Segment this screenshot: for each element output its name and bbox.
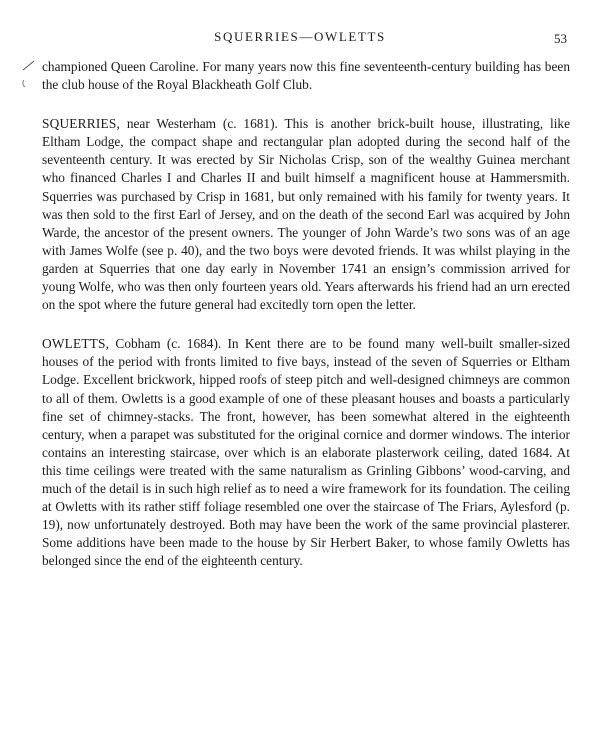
paragraph-squerries [42,115,570,314]
page-number: 53 [554,31,567,46]
paragraph-owletts [42,335,570,570]
paragraph-text: Cobham (c. 1684). In Kent there are to be found many well-built smaller-sized houses of the period with fronts limited to five bays, instead of the seven of Squerries or Eltham Lodge. Excellent brickwork, hipped roofs of steep pitch and well-designed chimneys are common to all of them. Owletts is a good example of one of these pleasant houses and boasts a particularly fine set of chimney-stacks. The front, however, has been somewhat altered in the eighteenth century, when a parapet was substituted for the original cornice and dormer windows. The interior contains an interesting staircase, over which is an elaborate plasterwork ceiling, dated 1684. At this time ceilings were treated with the same naturalism as Grinling Gibbons’ wood-carving, and much of the detail is in such high relief as to need a wire framework for its foundation. The ceiling at Owletts with its rather stiff foliage resembled one over the staircase of The Friars, Aylesford (p. 19), now unfortunately destroyed. Both may have been the work of the same provincial plasterer. Some additions have been made to the house by Sir Herbert Baker, to whose family Owletts has belonged since the end of the eighteenth century. [42,336,570,569]
paragraph-lead: SQUERRIES, [42,116,120,132]
body-text [42,58,570,591]
margin-pencil-mark [21,60,35,88]
running-title: SQUERRIES—OWLETTS [214,29,386,44]
running-head [30,29,570,49]
paragraph-continuation [42,58,570,94]
paragraph-text: championed Queen Caroline. For many years now this fine seventeenth-century building has been the club house of the Royal Blackheath Golf Club. [42,59,570,93]
paragraph-text: near Westerham (c. 1681). This is another brick-built house, illustrating, like Eltham Lodge, the compact shape and rectangular plan adopted during the second half of the seventeenth century. It was erected by Sir Nicholas Crisp, son of the wealthy Guinea merchant who financed Charles I and Charles II and built himself a magnificent house at Hammersmith. Squerries was purchased by Crisp in 1681, but only remained with his family for twenty years. It was then sold to the first Earl of Jersey, and on the death of the second Earl was acquired by John Warde, the ancestor of the present owners. The younger of John Warde’s two sons was of an age with James Wolfe (see p. 40), and the two boys were devoted friends. It was whilst playing in the garden at Squerries that one day early in November 1741 an ensign’s commission arrived for young Wolfe, who was then only fourteen years old. Years afterwards his friend had an urn erected on the spot where the future general had excitedly torn open the letter. [42,116,570,313]
paragraph-lead: OWLETTS, [42,336,110,352]
